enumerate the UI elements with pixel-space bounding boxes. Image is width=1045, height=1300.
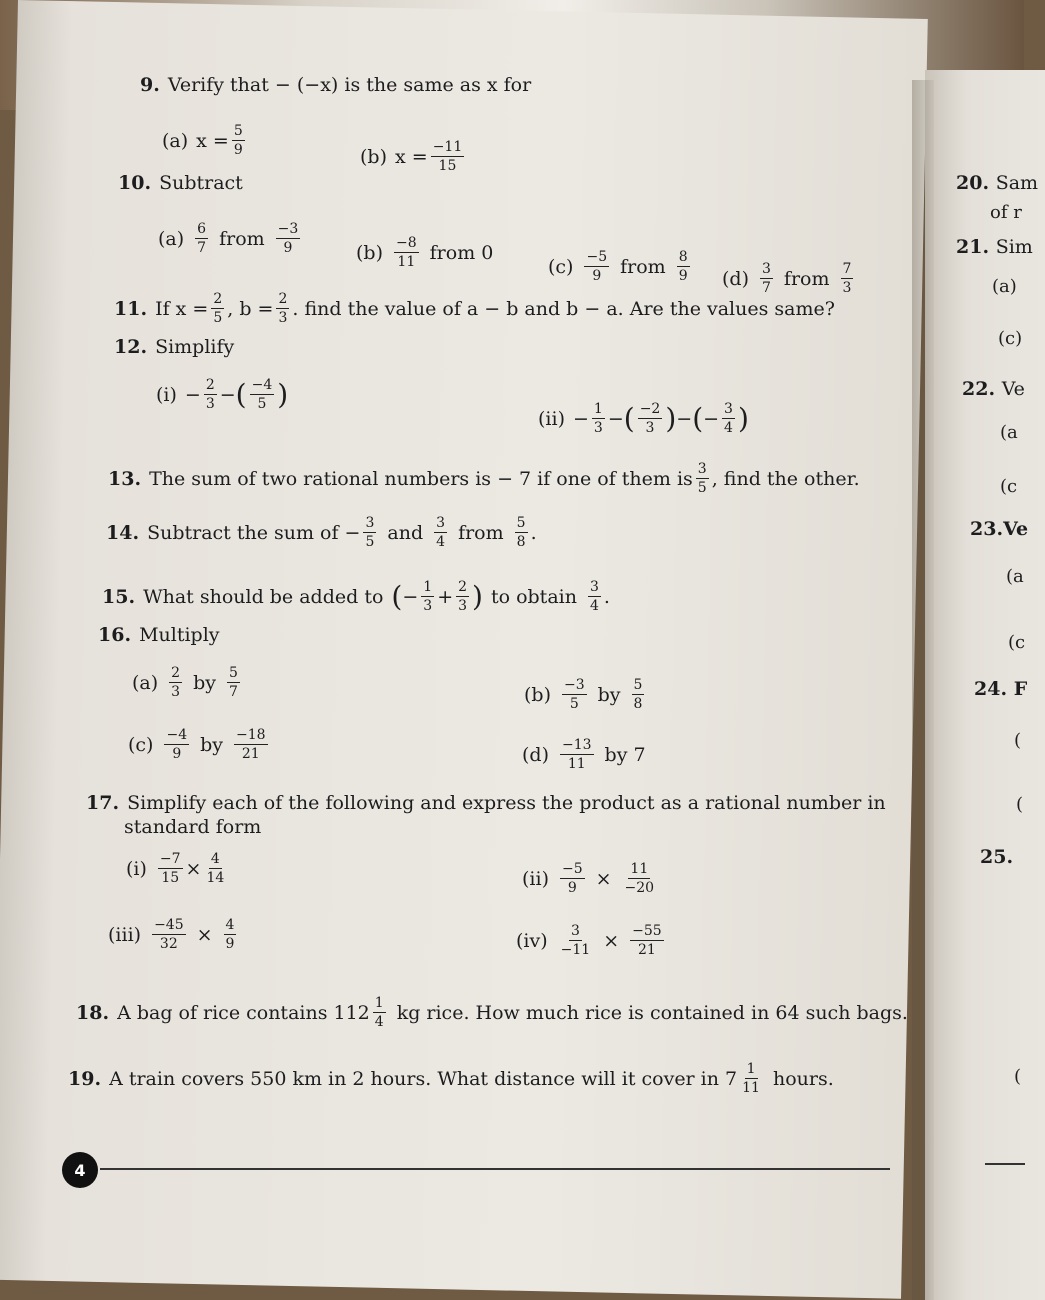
numerator: 4 — [210, 851, 220, 867]
part-label: (d) — [522, 743, 549, 766]
denominator: −11 — [560, 942, 591, 958]
right-q24-p1: ( — [1014, 730, 1022, 751]
question-text: standard form — [124, 816, 262, 838]
fraction — [515, 516, 528, 549]
question-11: 11. If x = $\frac{2}{5}$ , b = $\frac{2}{3}$ . find the value of a − b and b − a. Are the values same? — [114, 291, 835, 326]
fraction — [560, 862, 585, 895]
part-label: (b) — [356, 241, 383, 264]
q9-part-a — [162, 124, 248, 157]
part-label: (a) — [162, 129, 189, 152]
q17-part-iii: (iii) $\frac{-45}{32}$ × $\frac{4}{9}$ — [108, 917, 235, 952]
question-text: Multiply — [139, 624, 220, 646]
denominator: 7 — [762, 280, 771, 296]
denominator: −20 — [624, 880, 655, 896]
question-13: 13. The sum of two rational numbers is − 7 if one of them is $\frac{3}{5}$ , find the other. — [108, 461, 860, 496]
q10-part-b — [356, 236, 493, 269]
denominator: 7 — [197, 240, 207, 256]
q16-part-a: (a) $\frac{2}{3}$ by $\frac{5}{7}$ — [132, 665, 238, 700]
parenthesis: ( — [235, 377, 247, 411]
part-label: (c) — [128, 733, 154, 756]
denominator: 9 — [567, 880, 577, 896]
numerator: 5 — [516, 515, 526, 531]
q12-part-i: (i) − $\frac{2}{3}$ − ( $\frac{-4}{5}$ ) — [156, 377, 289, 412]
fraction — [592, 402, 605, 435]
numerator: 2 — [278, 291, 288, 307]
fraction — [234, 728, 268, 761]
q17-part-i: (i) $\frac{-7}{15}$ × $\frac{4}{14}$ — [126, 851, 225, 886]
question-text: Subtract — [159, 172, 243, 194]
right-q24: 24. F — [974, 678, 1028, 700]
numerator: 11 — [630, 861, 649, 877]
question-18: 18. A bag of rice contains 112 $\frac{1}{4}$ kg rice. How much rice is contained in 64 such bags. — [76, 995, 908, 1030]
fraction — [632, 678, 645, 711]
denominator: 9 — [225, 936, 235, 952]
parenthesis: ( — [391, 579, 403, 613]
denominator: 5 — [213, 310, 223, 326]
right-q25: 25. — [980, 846, 1014, 868]
numerator: −18 — [236, 727, 266, 743]
fraction — [760, 262, 773, 295]
numerator: 2 — [205, 377, 215, 393]
numerator: −5 — [561, 861, 583, 877]
connector-text: from 0 — [429, 241, 494, 264]
fraction — [211, 292, 224, 325]
fraction — [722, 402, 735, 435]
q9-part-b — [360, 140, 467, 173]
numerator: 3 — [365, 515, 375, 531]
denominator: 4 — [436, 534, 446, 550]
fraction — [677, 250, 690, 283]
fraction — [164, 728, 189, 761]
denominator: 3 — [458, 598, 468, 614]
fraction — [740, 1062, 762, 1095]
fraction — [232, 124, 245, 157]
right-q22-c: (c — [1000, 476, 1018, 497]
denominator: 3 — [645, 420, 655, 436]
fraction — [250, 378, 275, 411]
parenthesis: ) — [277, 377, 289, 411]
numerator: −4 — [166, 727, 188, 743]
fraction — [696, 462, 709, 495]
fraction — [562, 678, 587, 711]
denominator: 5 — [257, 396, 267, 412]
question-text: Verify that − (−x) is the same as x for — [167, 74, 532, 96]
fraction — [276, 292, 289, 325]
right-q23-a: (a — [1006, 566, 1024, 587]
fraction — [588, 580, 601, 613]
question-text: Simplify each of the following and express the product as a rational number in — [127, 792, 886, 814]
numerator: 4 — [225, 917, 235, 933]
q16-part-d: (d) $\frac{-13}{11}$ by 7 — [522, 737, 646, 772]
numerator: 1 — [374, 995, 384, 1011]
numerator: −8 — [396, 235, 417, 251]
q12-part-ii: (ii) − $\frac{1}{3}$ − ( $\frac{-2}{3}$ ) − ( − $\frac{3}{4}$ ) — [538, 401, 749, 436]
right-q22-a: (a — [1000, 422, 1018, 443]
numerator: −11 — [432, 139, 463, 155]
question-number: 16. — [98, 624, 132, 646]
denominator: 3 — [205, 396, 215, 412]
fraction — [169, 666, 182, 699]
numerator: 5 — [233, 123, 243, 139]
q10-part-d — [722, 262, 856, 295]
question-number: 10. — [118, 172, 152, 194]
fraction — [456, 580, 469, 613]
numerator: 8 — [678, 249, 688, 265]
part-label: (ii) — [538, 407, 565, 430]
denominator: 4 — [589, 598, 599, 614]
question-number: 14. — [106, 521, 140, 544]
denominator: 5 — [365, 534, 375, 550]
part-label: (iii) — [108, 923, 142, 946]
fraction — [204, 378, 217, 411]
denominator: 3 — [171, 684, 181, 700]
numerator: 2 — [458, 579, 468, 595]
question-17-continued — [124, 816, 261, 838]
denominator: 3 — [593, 420, 603, 436]
fraction — [421, 580, 434, 613]
denominator: 4 — [724, 420, 733, 436]
q17-part-iv: (iv) $\frac{3}{-11}$ × $\frac{-55}{21}$ — [516, 923, 662, 958]
right-q20-frag: of r — [990, 202, 1022, 223]
denominator: 9 — [233, 142, 243, 158]
numerator: 2 — [213, 291, 223, 307]
parenthesis: ( — [623, 401, 635, 435]
denominator: 9 — [283, 240, 293, 256]
denominator: 7 — [228, 684, 238, 700]
right-q21-c: (c) — [998, 328, 1023, 349]
numerator: 1 — [593, 401, 603, 417]
numerator: 3 — [697, 461, 707, 477]
parenthesis: ) — [737, 401, 749, 435]
denominator: 9 — [678, 268, 688, 284]
numerator: −13 — [562, 737, 592, 753]
connector-text: from — [620, 255, 666, 278]
denominator: 3 — [423, 598, 433, 614]
denominator: 21 — [241, 746, 260, 762]
denominator: 5 — [569, 696, 579, 712]
part-label: (i) — [156, 383, 177, 406]
question-number: 19. — [68, 1067, 102, 1090]
fraction — [394, 236, 419, 269]
denominator: 4 — [374, 1014, 384, 1030]
expression-text: x = — [196, 129, 229, 152]
numerator: 2 — [171, 665, 181, 681]
fraction — [434, 516, 447, 549]
denominator: 15 — [161, 870, 180, 886]
denominator: 9 — [592, 268, 602, 284]
denominator: 11 — [742, 1080, 760, 1096]
part-label: (d) — [722, 267, 749, 290]
right-q21: 21. Sim — [956, 236, 1033, 258]
denominator: 21 — [637, 942, 656, 958]
numerator: 3 — [436, 515, 446, 531]
question-9 — [140, 74, 531, 96]
denominator: 8 — [516, 534, 526, 550]
question-number: 11. — [114, 297, 148, 320]
fraction — [560, 738, 594, 771]
parenthesis: ) — [665, 401, 677, 435]
numerator: −2 — [639, 401, 661, 417]
question-12 — [114, 336, 234, 358]
fraction — [276, 222, 301, 255]
question-17 — [86, 792, 886, 814]
fraction — [431, 140, 465, 173]
fraction — [224, 918, 237, 951]
numerator: −55 — [632, 923, 662, 939]
numerator: 3 — [570, 923, 580, 939]
denominator: 5 — [697, 480, 707, 496]
part-label: (c) — [548, 255, 574, 278]
fraction — [559, 924, 593, 957]
denominator: 9 — [172, 746, 182, 762]
question-10 — [118, 172, 243, 194]
numerator: 3 — [724, 401, 733, 417]
question-14: 14. Subtract the sum of − $\frac{3}{5}$ and $\frac{3}{4}$ from $\frac{5}{8}$ . — [106, 515, 537, 550]
question-15: 15. What should be added to ( − $\frac{1}{3}$ + $\frac{2}{3}$ ) to obtain $\frac{3}{4}$ . — [102, 579, 610, 614]
part-label: (a) — [132, 671, 159, 694]
q16-part-c: (c) $\frac{-4}{9}$ by $\frac{-18}{21}$ — [128, 727, 266, 762]
numerator: 3 — [589, 579, 599, 595]
part-label: (ii) — [522, 867, 549, 890]
fraction — [373, 996, 386, 1029]
numerator: −3 — [564, 677, 585, 693]
footer-rule — [100, 1168, 890, 1170]
question-19: 19. A train covers 550 km in 2 hours. What distance will it cover in 7 $\frac{1}{11}$ hours. — [68, 1061, 834, 1096]
numerator: 6 — [197, 221, 207, 237]
question-number: 18. — [76, 1001, 110, 1024]
denominator: 3 — [278, 310, 288, 326]
question-number: 9. — [140, 74, 160, 96]
fraction — [841, 262, 854, 295]
right-q23-c: (c — [1008, 632, 1026, 653]
denominator: 3 — [842, 280, 852, 296]
page-number-badge: 4 — [62, 1152, 98, 1188]
denominator: 8 — [633, 696, 643, 712]
denominator: 11 — [397, 254, 416, 270]
right-q25-p: ( — [1014, 1066, 1022, 1087]
parenthesis: ) — [472, 579, 483, 613]
question-text: Simplify — [155, 336, 235, 358]
numerator: 5 — [633, 677, 643, 693]
question-number: 17. — [86, 792, 120, 814]
parenthesis: ( — [692, 401, 704, 435]
numerator: −7 — [159, 851, 181, 867]
right-footer-rule — [985, 1163, 1025, 1165]
part-label: (i) — [126, 857, 147, 880]
fraction — [152, 918, 186, 951]
part-label: (b) — [360, 145, 387, 168]
fraction — [623, 862, 657, 895]
denominator: 11 — [567, 756, 586, 772]
question-number: 12. — [114, 336, 148, 358]
question-number: 15. — [102, 585, 136, 608]
q10-part-c — [548, 250, 693, 283]
question-16 — [98, 624, 220, 646]
numerator: −3 — [277, 221, 299, 237]
denominator: 15 — [438, 158, 457, 174]
part-label: (b) — [524, 683, 551, 706]
fraction — [204, 852, 226, 885]
fraction — [363, 516, 376, 549]
fraction — [227, 666, 240, 699]
numerator: 5 — [228, 665, 238, 681]
numerator: −5 — [586, 249, 608, 265]
connector-text: from — [783, 267, 830, 290]
denominator: 14 — [206, 870, 225, 886]
right-q23: 23.Ve — [970, 518, 1029, 540]
fraction — [638, 402, 663, 435]
connector-text: from — [219, 227, 265, 250]
part-label: (a) — [158, 227, 185, 250]
numerator: 1 — [423, 579, 433, 595]
fraction — [158, 852, 183, 885]
q16-part-b: (b) $\frac{-3}{5}$ by $\frac{5}{8}$ — [524, 677, 643, 712]
q17-part-ii: (ii) $\frac{-5}{9}$ × $\frac{11}{-20}$ — [522, 861, 655, 896]
question-number: 13. — [108, 467, 142, 490]
expression-text: x = — [395, 145, 428, 168]
numerator: −45 — [154, 917, 184, 933]
fraction — [630, 924, 664, 957]
numerator: 3 — [762, 261, 771, 277]
numerator: −4 — [251, 377, 273, 393]
numerator: 7 — [842, 261, 852, 277]
right-q22: 22. Ve — [962, 378, 1025, 400]
denominator: 32 — [159, 936, 178, 952]
fraction — [584, 250, 609, 283]
right-q20: 20. Sam — [956, 172, 1039, 194]
right-q21-a: (a) — [992, 276, 1017, 297]
fraction — [195, 222, 208, 255]
part-label: (iv) — [516, 929, 548, 952]
q10-part-a — [158, 222, 303, 255]
numerator: 1 — [746, 1061, 756, 1077]
right-q24-p2: ( — [1016, 794, 1024, 815]
